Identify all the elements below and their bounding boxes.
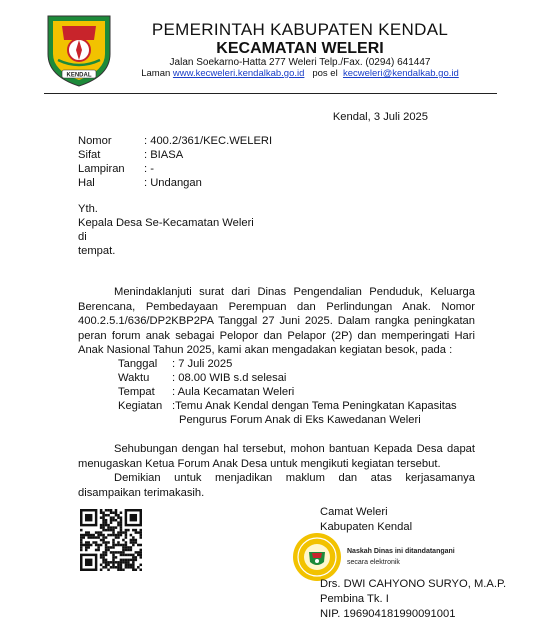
signatory-nip: NIP. 196904181990091001 [320, 608, 456, 620]
recipient-name: Kepala Desa Se-Kecamatan Weleri [78, 217, 254, 229]
letterhead-address: Jalan Soekarno-Hatta 277 Weleri Telp./Fax. (0294) 641447 [169, 57, 431, 68]
letterhead-office: KECAMATAN WELERI [216, 40, 384, 57]
event-value-waktu: : 08.00 WIB s.d selesai [172, 372, 287, 384]
event-value-kegiatan: :Temu Anak Kendal dengan Tema Peningkatan Kapasitas [172, 400, 457, 412]
website-link[interactable]: www.kecweleri.kendalkab.go.id [172, 68, 305, 79]
signatory-name: Drs. DWI CAHYONO SURYO, M.A.P. [320, 578, 507, 590]
laman-label: Laman [141, 68, 171, 79]
electronic-seal [292, 532, 342, 582]
meta-value-lampiran: : - [144, 163, 154, 175]
body-paragraph-1: Menindaklanjuti surat dari Dinas Pengendalian Penduduk, Keluarga Berencana, Pembedayaan Perempuan dan Perlindungan Anak. Nomor 400.2.5.1/636/DP2KBP2PA Tanggal 27 Juni 2025. Dalam rangka peningkatan peran forum anak sebagai Pelopor dan Pelapor (2P) dan memperingati Hari Anak Nasional Tahun 2025, kami akan mengadakan kegiatan besok, pada : [78, 286, 475, 357]
email-link[interactable]: kecweleri@kendalkab.go.id [342, 68, 459, 79]
body-paragraph-3: Demikian untuk menjadikan maklum dan atas kerjasamanya disampaikan terimakasih. [78, 472, 475, 499]
meta-value-hal: : Undangan [144, 177, 202, 189]
meta-value-nomor: : 400.2/361/KEC.WELERI [144, 135, 273, 147]
meta-label-sifat: Sifat [78, 149, 101, 161]
meta-value-sifat: : BIASA [144, 149, 184, 161]
recipient-di: di [78, 231, 87, 243]
event-value-kegiatan-cont: Pengurus Forum Anak di Eks Kawedanan Weleri [179, 414, 421, 426]
letterhead-divider [44, 93, 497, 94]
event-value-tempat: : Aula Kecamatan Weleri [172, 386, 295, 398]
recipient-salutation: Yth. [78, 203, 98, 215]
event-label-waktu: Waktu [118, 372, 150, 384]
letterhead-government: PEMERINTAH KABUPATEN KENDAL [151, 20, 449, 39]
event-label-tanggal: Tanggal [118, 358, 158, 370]
letterhead-contacts [130, 68, 470, 79]
logo-text: KENDAL [66, 72, 92, 79]
qr-code-graphic [80, 509, 142, 571]
body-paragraph-2: Sehubungan dengan hal tersebut, mohon bantuan Kepada Desa dapat menugaskan Ketua Forum Anak Desa untuk mengikuti kegiatan tersebut. [78, 443, 475, 470]
esign-note [347, 546, 455, 568]
esign-line-1: Naskah Dinas ini ditandatangani [347, 548, 455, 555]
meta-label-nomor: Nomor [78, 135, 112, 147]
event-label-kegiatan: Kegiatan [118, 400, 163, 412]
event-value-tanggal: : 7 Juli 2025 [172, 358, 233, 370]
kendal-regency-logo [42, 10, 116, 88]
email-label: pos el [312, 68, 338, 79]
signatory-rank: Pembina Tk. I [320, 593, 389, 605]
signatory-region: Kabupaten Kendal [320, 521, 413, 533]
meta-label-hal: Hal [78, 177, 95, 189]
recipient-place: tempat. [78, 245, 116, 257]
signatory-position: Camat Weleri [320, 506, 388, 518]
qr-code [80, 509, 142, 571]
esign-line-2: secara elektronik [347, 559, 400, 566]
letter-date: Kendal, 3 Juli 2025 [332, 111, 428, 123]
meta-label-lampiran: Lampiran [78, 163, 125, 175]
event-label-tempat: Tempat [118, 386, 155, 398]
